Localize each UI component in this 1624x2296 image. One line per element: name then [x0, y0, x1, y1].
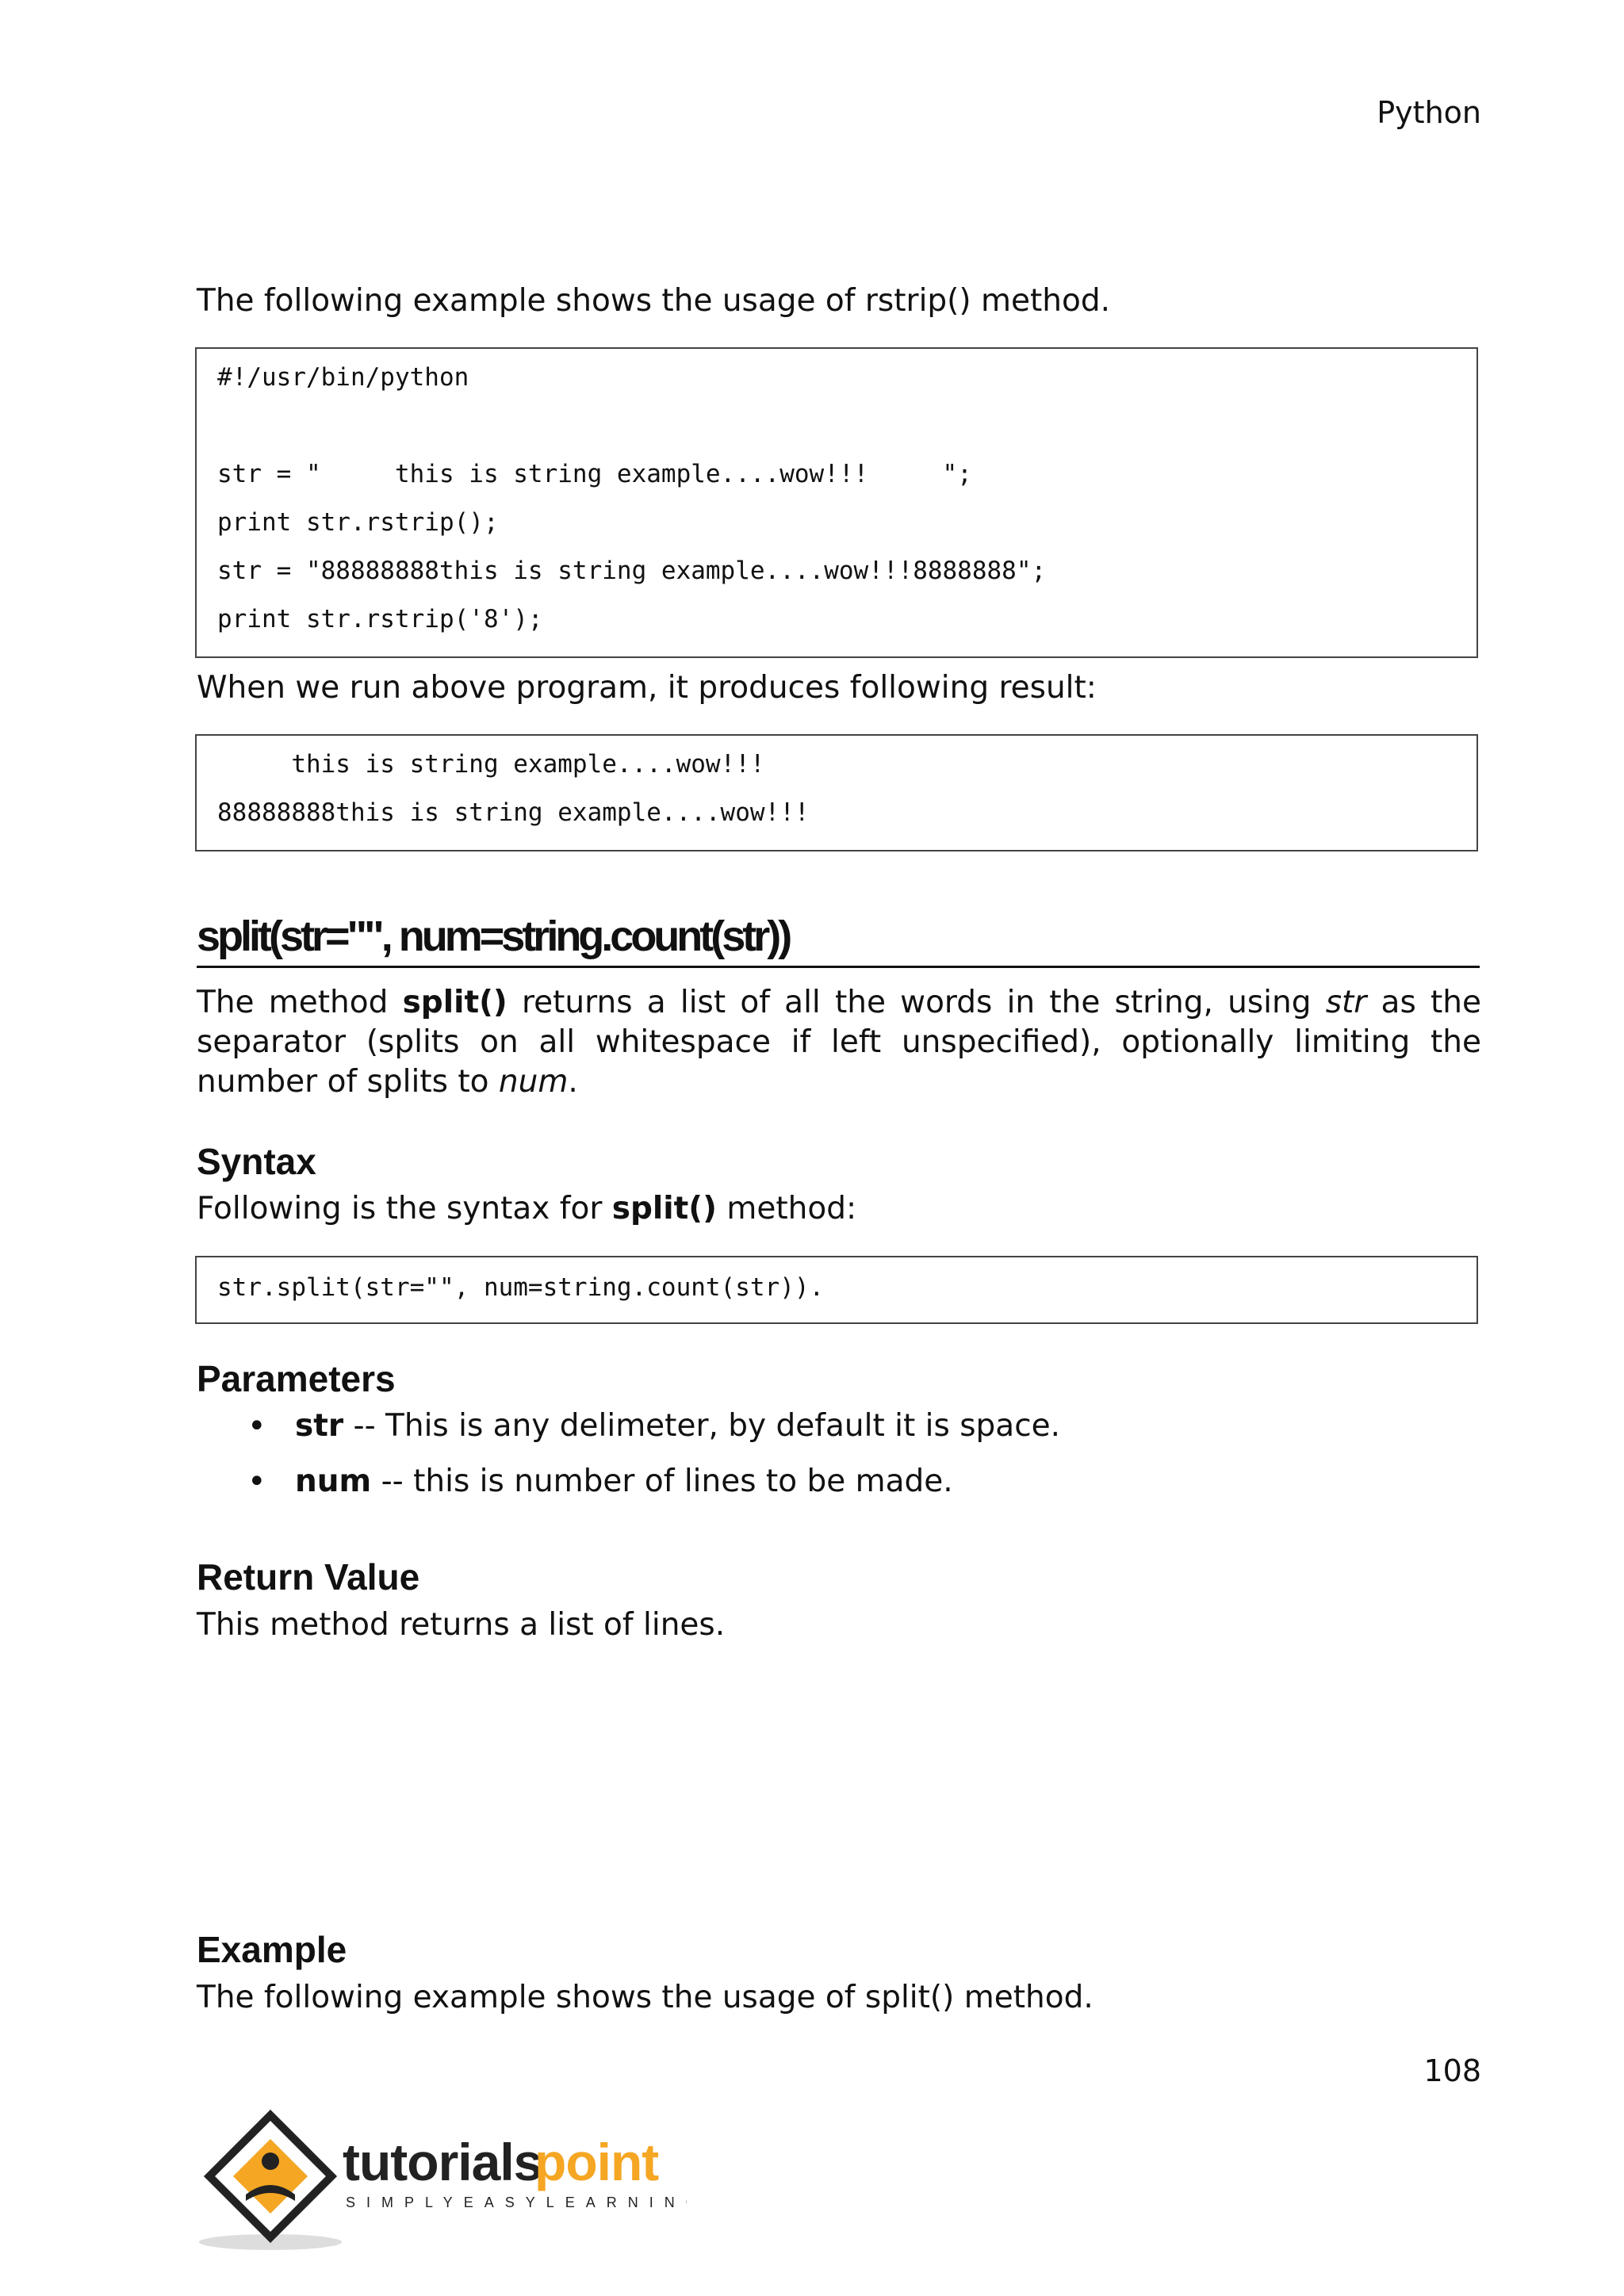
code-line: print str.rstrip(); [217, 508, 499, 537]
code-line: #!/usr/bin/python [217, 363, 469, 392]
result-intro: When we run above program, it produces following result: [197, 670, 1097, 706]
param-name: str [295, 1408, 344, 1444]
result-line: this is string example....wow!!! [217, 750, 765, 779]
bullet-dot: • [247, 1464, 266, 1500]
page-number: 108 [1423, 2053, 1481, 2088]
split-description [197, 983, 1481, 1102]
example-heading: Example [197, 1929, 347, 1970]
desc-param-num: num [498, 1064, 569, 1100]
desc-text: The method [197, 985, 403, 1020]
syntax-method-name: split() [611, 1191, 717, 1226]
code-line: str = "88888888this is string example....wow!!!8888888"; [217, 557, 1047, 585]
param-desc: -- this is number of lines to be made. [371, 1464, 953, 1499]
logo-tagline: SIMPLYEASYLEARNING [346, 2195, 687, 2210]
param-item [295, 1408, 1060, 1444]
page-header-title: Python [1377, 95, 1481, 130]
desc-text: returns a list of all the words in the string, using [507, 985, 1326, 1020]
param-item [295, 1464, 953, 1499]
code-line: print str.rstrip('8'); [217, 605, 543, 633]
desc-text: . [568, 1064, 578, 1100]
example-intro: The following example shows the usage of split() method. [197, 1980, 1094, 2015]
syntax-intro-text: method: [716, 1191, 857, 1226]
rstrip-code-block [195, 347, 1478, 658]
result-line: 88888888this is string example....wow!!! [217, 798, 810, 827]
syntax-intro [197, 1189, 1481, 1229]
param-name: num [295, 1464, 372, 1499]
logo-text-tutorials: tutorials [343, 2133, 542, 2191]
desc-param-str: str [1325, 985, 1367, 1020]
syntax-code-line: str.split(str="", num=string.count(str)). [217, 1273, 825, 1302]
bullet-dot: • [247, 1408, 266, 1445]
desc-text: as the separator (splits on all whitespace if left unspecified), optionally limiting the number of splits to [197, 985, 1481, 1100]
desc-method-name: split() [402, 985, 508, 1020]
syntax-code-block [195, 1256, 1478, 1324]
param-desc: -- This is any delimeter, by default it is space. [343, 1408, 1061, 1444]
code-line: str = " this is string example....wow!!! "; [217, 460, 972, 488]
rstrip-example-intro: The following example shows the usage of rstrip() method. [197, 283, 1111, 319]
logo-text-point: point [534, 2133, 659, 2191]
logo-icon [195, 2109, 687, 2252]
split-section-heading: split(str="", num=string.count(str)) [197, 912, 1480, 968]
parameters-heading: Parameters [197, 1358, 396, 1399]
return-value-text: This method returns a list of lines. [197, 1607, 726, 1643]
syntax-heading: Syntax [197, 1141, 316, 1182]
return-value-heading: Return Value [197, 1556, 420, 1598]
tutorialspoint-logo [195, 2109, 687, 2252]
syntax-intro-text: Following is the syntax for [197, 1191, 612, 1226]
result-code-block [195, 734, 1478, 851]
